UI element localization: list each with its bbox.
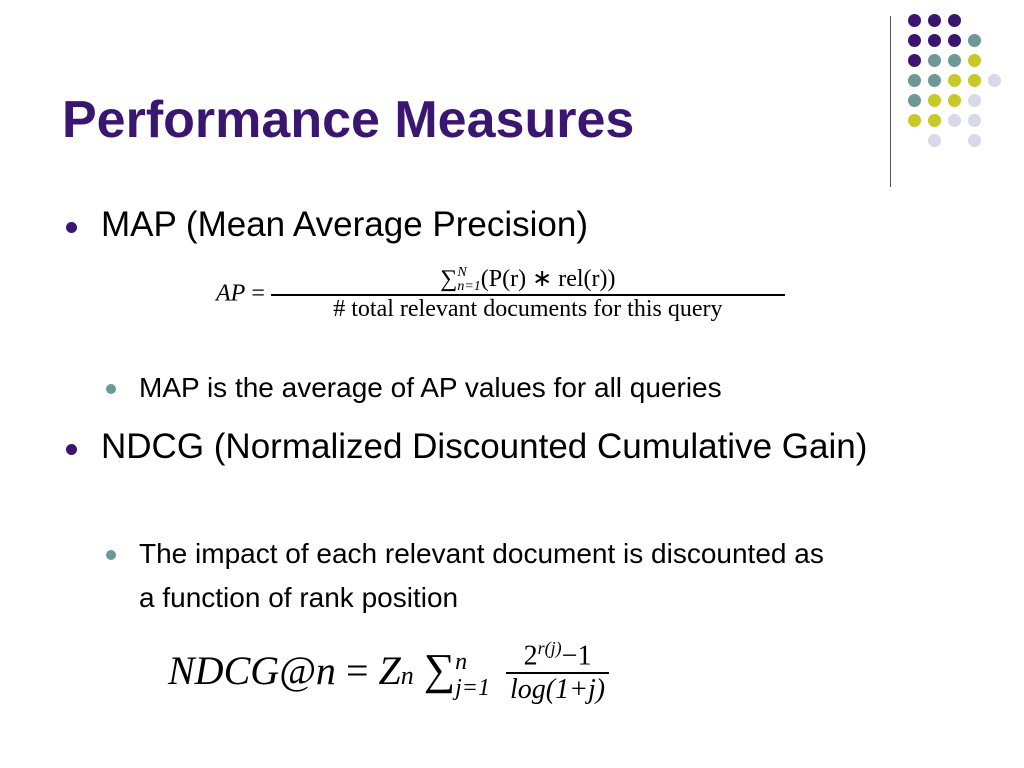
sub-bullet-ndcg-impact bbox=[106, 532, 836, 620]
ap-formula bbox=[216, 264, 785, 323]
decorative-dot bbox=[928, 94, 941, 107]
sub-bullet-text: MAP is the average of AP values for all queries bbox=[139, 372, 722, 403]
decorative-dot bbox=[968, 134, 981, 147]
ndcg-equals: = bbox=[345, 647, 369, 693]
decorative-dot bbox=[928, 54, 941, 67]
bullet-map bbox=[66, 202, 886, 248]
decorative-dot-grid bbox=[908, 14, 1018, 164]
decorative-dot bbox=[928, 134, 941, 147]
decorative-dot bbox=[928, 14, 941, 27]
ndcg-num-exp: r(j) bbox=[537, 638, 562, 658]
decorative-dot bbox=[948, 54, 961, 67]
decorative-dot bbox=[908, 54, 921, 67]
decorative-dot bbox=[908, 114, 921, 127]
ndcg-lhs: NDCG@n bbox=[168, 647, 336, 693]
decorative-dot bbox=[968, 74, 981, 87]
sub-bullet-marker bbox=[106, 384, 116, 394]
decorative-dot bbox=[908, 34, 921, 47]
decorative-dot bbox=[908, 94, 921, 107]
decorative-dot bbox=[948, 94, 961, 107]
ap-lhs: AP bbox=[216, 280, 246, 307]
bullet-ndcg bbox=[66, 424, 946, 470]
ndcg-denominator: log(1+j) bbox=[510, 674, 606, 706]
decorative-dot bbox=[928, 114, 941, 127]
decorative-dot bbox=[908, 14, 921, 27]
ndcg-numerator bbox=[506, 638, 609, 672]
ndcg-sum-symbol: ∑ bbox=[423, 644, 456, 694]
ap-fraction bbox=[271, 264, 785, 323]
decorative-dot bbox=[988, 74, 1001, 87]
decorative-dot bbox=[968, 34, 981, 47]
ndcg-fraction bbox=[506, 638, 609, 706]
ndcg-formula bbox=[168, 638, 609, 706]
slide-title: Performance Measures bbox=[62, 91, 635, 149]
decorative-dot bbox=[968, 114, 981, 127]
ap-sum-upper: N bbox=[457, 265, 467, 281]
decorative-dot bbox=[908, 74, 921, 87]
sub-bullet-marker bbox=[106, 550, 116, 560]
sub-bullet-map-average bbox=[106, 366, 906, 410]
divider-line bbox=[890, 16, 891, 187]
ndcg-num-base: 2 bbox=[523, 640, 538, 672]
decorative-dot bbox=[948, 74, 961, 87]
ndcg-z: Z bbox=[378, 647, 401, 693]
bullet-text: MAP (Mean Average Precision) bbox=[101, 205, 588, 244]
decorative-dot bbox=[968, 54, 981, 67]
bullet-marker bbox=[66, 444, 77, 455]
ndcg-num-rest: −1 bbox=[561, 640, 592, 672]
bullet-text: NDCG (Normalized Discounted Cumulative Gain) bbox=[101, 427, 868, 466]
sub-bullet-text: The impact of each relevant document is discounted as a function of rank position bbox=[139, 538, 824, 613]
decorative-dot bbox=[948, 114, 961, 127]
ndcg-z-sub: n bbox=[400, 660, 414, 690]
ndcg-sum-upper: n bbox=[455, 648, 468, 675]
decorative-dot bbox=[968, 94, 981, 107]
ap-denominator: # total relevant documents for this query bbox=[271, 294, 785, 323]
decorative-dot bbox=[928, 74, 941, 87]
decorative-dot bbox=[948, 34, 961, 47]
decorative-dot bbox=[948, 14, 961, 27]
ap-equals: = bbox=[251, 280, 265, 307]
decorative-dot bbox=[928, 34, 941, 47]
ap-sum-symbol: ∑ bbox=[440, 266, 458, 292]
ap-sum-lower: n=1 bbox=[457, 279, 481, 295]
bullet-marker bbox=[66, 222, 77, 233]
ndcg-sum-lower: j=1 bbox=[455, 674, 490, 701]
ap-numerator bbox=[271, 264, 785, 294]
ap-numerator-rest: (P(r) ∗ rel(r)) bbox=[480, 266, 616, 292]
